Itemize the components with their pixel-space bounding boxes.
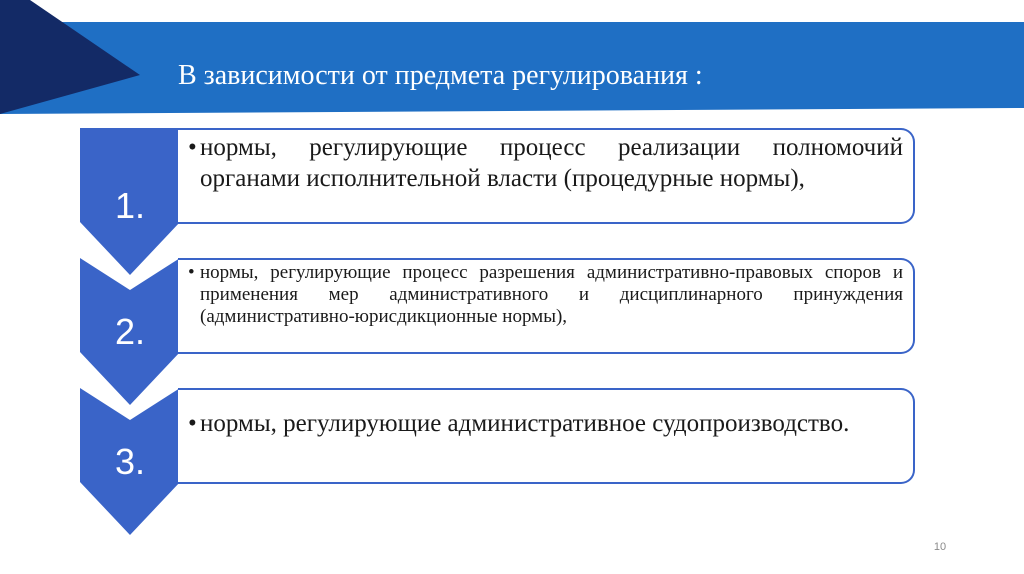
step-3-text: нормы, регулирующие административное судопроизводство. bbox=[200, 410, 850, 437]
step-1-text-block bbox=[188, 132, 903, 194]
step-3-bullet: • bbox=[188, 410, 197, 437]
step-1-number: 1. bbox=[114, 185, 146, 226]
step-3-number: 3. bbox=[114, 441, 146, 482]
step-2-card bbox=[178, 258, 915, 354]
step-1-bullet: • bbox=[188, 134, 197, 161]
step-1-card bbox=[178, 128, 915, 224]
page-number: 10 bbox=[933, 541, 947, 553]
step-2-number: 2. bbox=[114, 311, 146, 352]
step-2-text-block bbox=[188, 262, 903, 328]
step-1-text: нормы, регулирующие процесс реализации полномочий органами исполнительной власти (процедурные нормы), bbox=[200, 134, 903, 192]
step-3-card bbox=[178, 388, 915, 484]
slide-title: В зависимости от предмета регулирования : bbox=[178, 60, 703, 91]
step-2-bullet: • bbox=[188, 262, 195, 283]
step-3-text-block bbox=[188, 408, 903, 439]
step-2-text: нормы, регулирующие процесс разрешения административно-правовых споров и применения мер административного и дисциплинарного принуждения (административно-юрисдикционные нормы), bbox=[200, 262, 903, 327]
